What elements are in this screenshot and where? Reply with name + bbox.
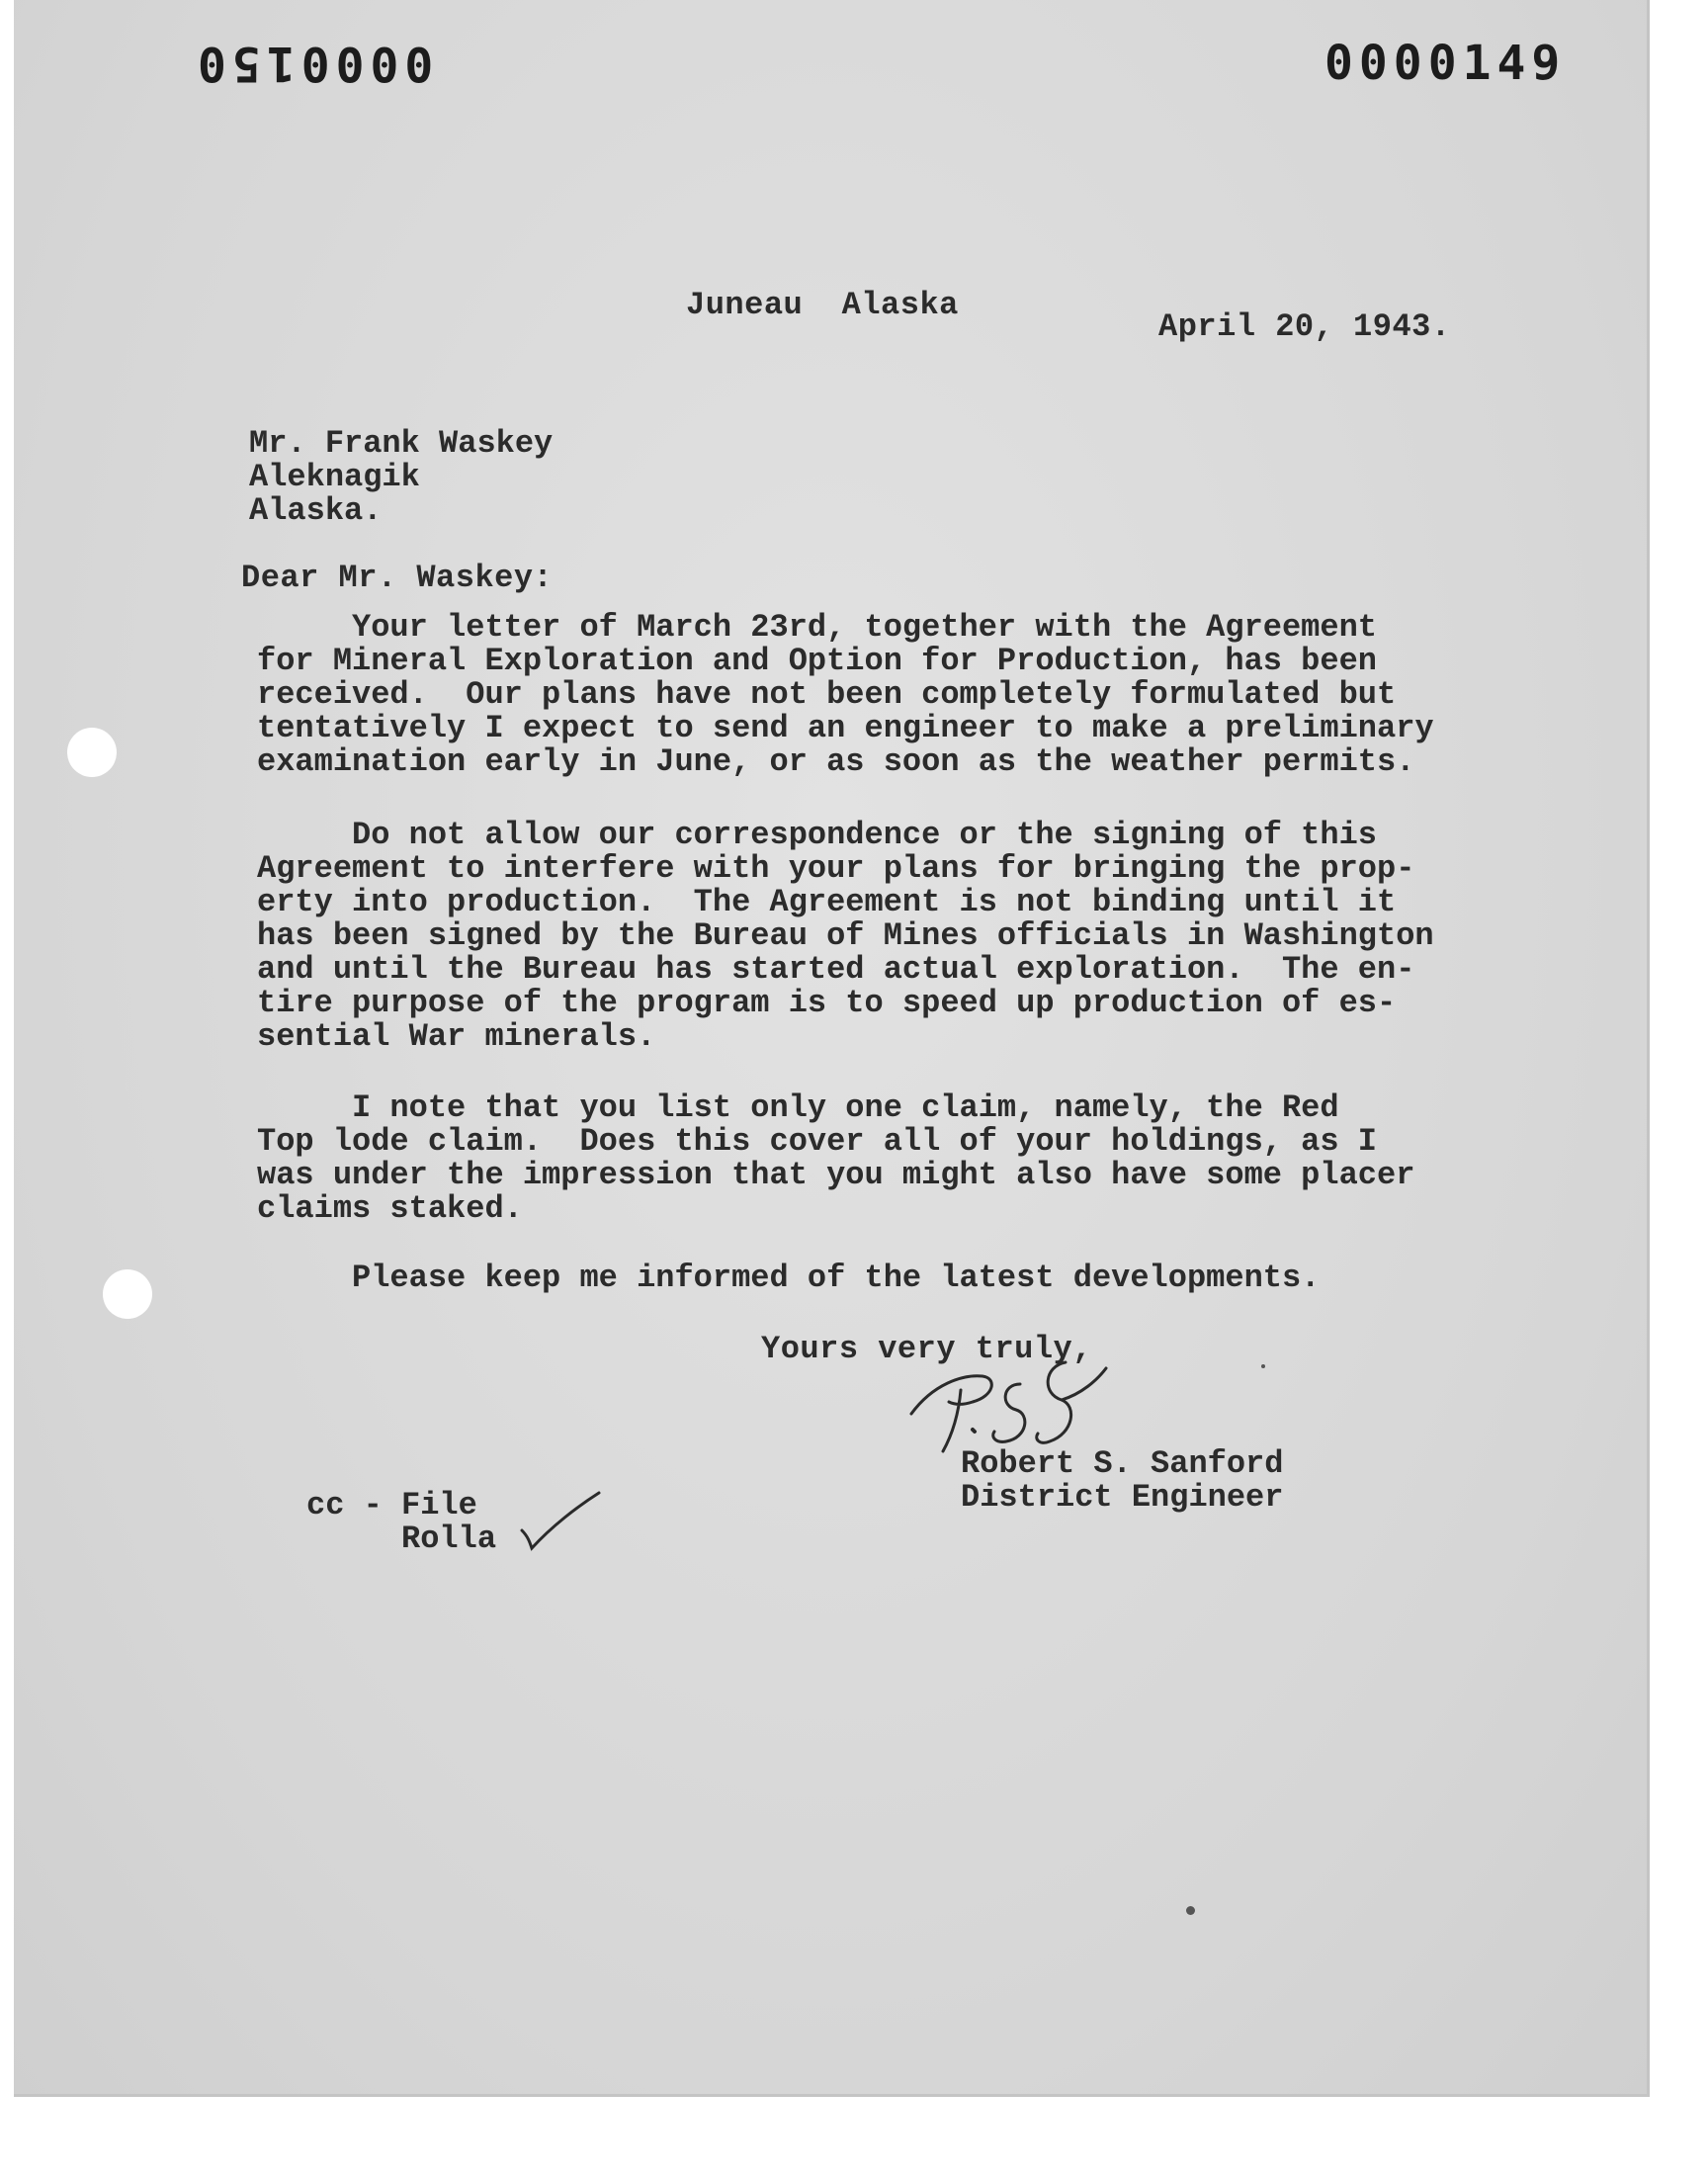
page-stamp-left: 0000150: [192, 36, 434, 91]
paragraph-2: [257, 819, 1434, 1054]
punch-hole-upper: [67, 728, 117, 777]
paragraph-line: Please keep me informed of the latest developments.: [257, 1260, 1321, 1296]
signer-block: [961, 1447, 1283, 1515]
document-page: [14, 0, 1650, 2097]
paragraph-line: erty into production. The Agreement is not binding until it: [257, 884, 1397, 920]
cc-file: cc - File: [306, 1487, 477, 1523]
recipient-city: Aleknagik: [249, 459, 420, 495]
paper-speck: [1261, 1364, 1265, 1368]
paragraph-line: Your letter of March 23rd, together with the Agreement: [257, 609, 1377, 646]
paragraph-line: Do not allow our correspondence or the signing of this: [257, 817, 1377, 853]
paragraph-line: tentatively I expect to send an engineer to make a preliminary: [257, 710, 1434, 746]
cc-rolla: Rolla: [306, 1521, 497, 1557]
recipient-address: [249, 427, 553, 528]
paragraph-line: for Mineral Exploration and Option for Production, has been: [257, 643, 1377, 679]
recipient-state: Alaska.: [249, 492, 383, 529]
paragraph-1: [257, 611, 1434, 779]
paragraph-line: was under the impression that you might also have some placer: [257, 1157, 1415, 1193]
closing: Yours very truly,: [761, 1331, 1092, 1367]
paragraph-line: examination early in June, or as soon as the weather permits.: [257, 743, 1415, 780]
page-stamp-right: 0000149: [1324, 36, 1567, 91]
paragraph-line: tire purpose of the program is to speed up production of es-: [257, 985, 1397, 1021]
carbon-copy-list: [306, 1489, 496, 1556]
recipient-name: Mr. Frank Waskey: [249, 425, 554, 462]
paragraph-3: [257, 1091, 1414, 1226]
signer-title: District Engineer: [961, 1479, 1284, 1516]
punch-hole-lower: [103, 1269, 152, 1319]
letter-date: April 20, 1943.: [1158, 308, 1451, 345]
paper-speck: [1186, 1906, 1195, 1915]
letter-place: Juneau Alaska: [686, 287, 959, 323]
paragraph-line: received. Our plans have not been completely formulated but: [257, 676, 1397, 713]
paragraph-4: [257, 1262, 1320, 1295]
paragraph-line: Agreement to interfere with your plans for bringing the prop-: [257, 850, 1415, 887]
paragraph-line: Top lode claim. Does this cover all of your holdings, as I: [257, 1123, 1377, 1160]
salutation: Dear Mr. Waskey:: [241, 560, 554, 596]
paragraph-line: claims staked.: [257, 1190, 523, 1227]
signer-name: Robert S. Sanford: [961, 1445, 1284, 1482]
paragraph-line: has been signed by the Bureau of Mines officials in Washington: [257, 917, 1434, 954]
paragraph-line: I note that you list only one claim, namely, the Red: [257, 1089, 1339, 1126]
paragraph-line: sential War minerals.: [257, 1018, 656, 1055]
check-mark-icon: [508, 1487, 607, 1561]
paragraph-line: and until the Bureau has started actual exploration. The en-: [257, 951, 1415, 988]
